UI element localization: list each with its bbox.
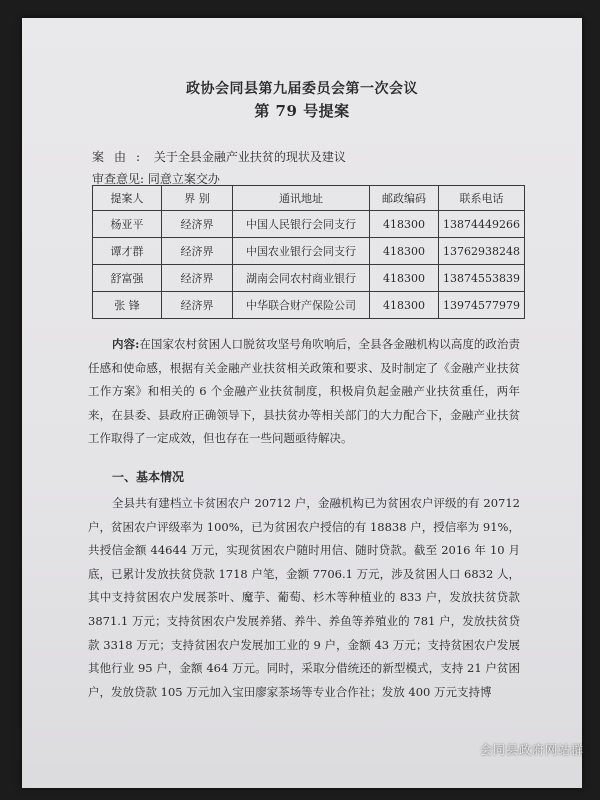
sponsor-sector: 经济界 <box>162 292 233 319</box>
sponsor-phone: 13974577979 <box>439 292 525 319</box>
sponsor-phone: 13874553839 <box>439 265 525 292</box>
sponsor-sector: 经济界 <box>162 265 233 292</box>
sponsor-name: 谭才群 <box>93 238 162 265</box>
sponsor-postcode: 418300 <box>370 238 439 265</box>
sponsor-sector: 经济界 <box>162 238 233 265</box>
content-text: 全县共有建档立卡贫困农户 20712 户，金融机构已为贫困农户评级的有 20712 户，贫困农户评级率为 100%，已为贫困农户授信的有 18838 户，授信率为 91%，共授信金额 44644 万元，实现贫困农户随时用信、随时贷款。截至 2016 年 10 月底，已累计发放扶贫贷款 1718 户笔，金额 7706.1 万元，涉及贫困人口 6832 人，其中支持贫困农户发展茶叶、魔芋、葡萄、杉木等种植业的 833 户，发放扶贫贷款 3871.1 万元；支持贫困农户发展养猪、养牛、养鱼等养殖业的 781 户，发放扶贫贷款 3318 万元；支持贫困农户发展加工业的 9 户，金额 43 万元；支持贫困农户发展其他行业 95 户，金额 464 万元。同时，采取分借统还的新型模式，支持 21 户贫困户，发放贷款 105 万元加入宝田廖家茶场等专业合作社；发放 400 万元支持博 <box>88 496 520 699</box>
table-row <box>93 238 525 265</box>
sponsor-sector: 经济界 <box>162 211 233 238</box>
sponsor-postcode: 418300 <box>370 292 439 319</box>
sponsor-name: 舒富强 <box>93 265 162 292</box>
content-paragraph-1 <box>88 333 520 451</box>
table-header-row <box>93 186 525 211</box>
table-row <box>93 265 525 292</box>
table-header-cell: 界 别 <box>162 186 233 211</box>
sponsor-phone: 13762938248 <box>439 238 525 265</box>
table-header-cell: 联系电话 <box>439 186 525 211</box>
review-label: 审查意见: <box>92 172 145 186</box>
section-heading: 一、基本情况 <box>112 470 185 484</box>
content-label: 内容: <box>112 337 140 351</box>
content-text: 在国家农村贫困人口脱贫攻坚号角吹响后，全县各金融机构以高度的政治责任感和使命感，根据有关金融产业扶贫相关政策和要求、及时制定了《金融产业扶贫工作方案》和相关的 6 个金融产业扶贫制度，积极肩负起金融产业扶贫重任，两年来，在县委、县政府正确领导下，县扶贫办等相关部门的大力配合下，金融产业扶贫工作取得了一定成效，但也存在一些问题亟待解决。 <box>88 337 521 446</box>
table-row <box>93 211 525 238</box>
table-row <box>93 292 525 319</box>
sponsor-name: 张 锋 <box>93 292 162 319</box>
sponsor-phone: 13874449266 <box>439 211 525 238</box>
case-value: 关于全县金融产业扶贫的现状及建议 <box>153 150 346 164</box>
sponsor-address: 中国农业银行会同支行 <box>233 238 370 265</box>
sponsor-name: 杨亚平 <box>93 211 162 238</box>
document-title: 政协会同县第九届委员会第一次会议 <box>186 81 418 97</box>
sponsor-address: 湖南会同农村商业银行 <box>233 265 370 292</box>
table-header-cell: 邮政编码 <box>370 186 439 211</box>
sponsor-postcode: 418300 <box>370 265 439 292</box>
case-subject-line <box>92 148 346 165</box>
sponsor-postcode: 418300 <box>370 211 439 238</box>
case-label: 案由: <box>92 150 151 164</box>
review-value: 同意立案交办 <box>147 172 220 186</box>
content-paragraph-2 <box>88 492 520 704</box>
document-page <box>22 18 582 788</box>
table-header-cell: 通讯地址 <box>233 186 370 211</box>
proposal-number: 第 79 号提案 <box>254 102 350 120</box>
table-header-cell: 提案人 <box>93 186 162 211</box>
sponsor-table <box>92 185 525 319</box>
site-watermark: 会同县政府网站群 <box>479 743 584 757</box>
sponsor-address: 中华联合财产保险公司 <box>233 292 370 319</box>
sponsor-address: 中国人民银行会同支行 <box>233 211 370 238</box>
